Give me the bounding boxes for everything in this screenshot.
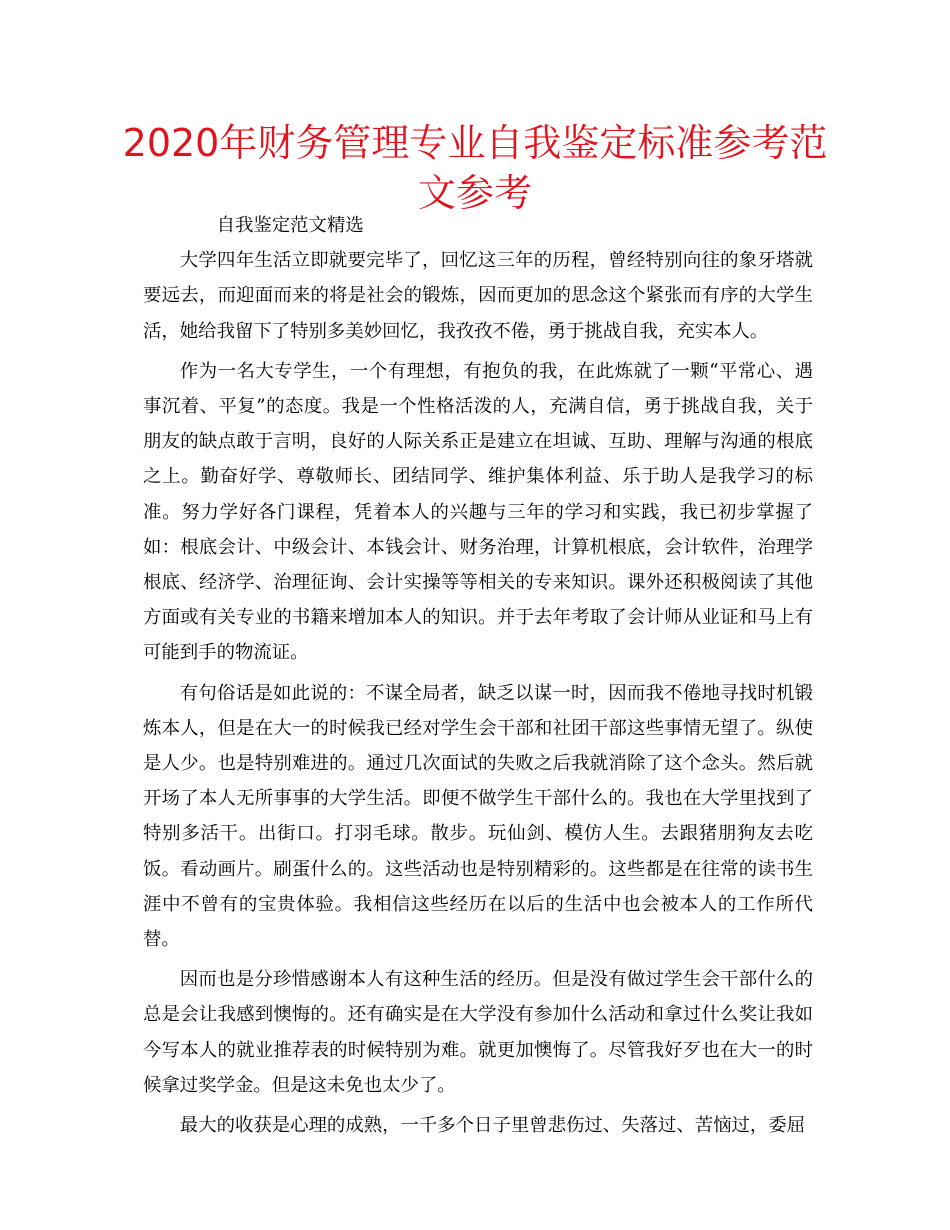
paragraph: 因而也是分珍惜感谢本人有这种生活的经历。但是没有做过学生会干部什么的总是会让我感到懊悔的。还有确实是在大学没有参加什么活动和拿过什么奖让我如今写本人的就业推荐表的时候特别为难。就更加懊悔了。尽管我好歹也在大一的时候拿过奖学金。但是这未免也太少了。 — [143, 969, 813, 1096]
document-subtitle: 自我鉴定范文精选 — [216, 215, 364, 236]
document-body — [143, 208, 813, 1143]
paragraph: 最大的收获是心理的成熟，一千多个日子里曾悲伤过、失落过、苦恼过，委屈 — [179, 1115, 806, 1137]
paragraph: 作为一名大专学生，一个有理想，有抱负的我，在此炼就了一颗“平常心、遇事沉着、平复”的态度。我是一个性格活泼的人，充满自信，勇于挑战自我，关于朋友的缺点敢于言明，良好的人际关系正是建立在坦诚、互助、理解与沟通的根底之上。勤奋好学、尊敬师长、团结同学、维护集体利益、乐于助人是我学习的标准。努力学好各门课程，凭着本人的兴趣与三年的学习和实践，我已初步掌握了如：根底会计、中级会计、本钱会计、财务治理，计算机根底，会计软件，治理学根底、经济学、治理征询、会计实操等等相关的专来知识。课外还积极阅读了其他方面或有关专业的书籍来增加本人的知识。并于去年考取了会计师从业证和马上有可能到手的物流证。 — [143, 360, 813, 664]
paragraph: 大学四年生活立即就要完毕了，回忆这三年的历程，曾经特别向往的象牙塔就要远去，而迎面而来的将是社会的锻炼，因而更加的思念这个紧张而有序的大学生活，她给我留下了特别多美妙回忆，我孜孜不倦，勇于挑战自我，充实本人。 — [143, 250, 813, 342]
paragraph: 有句俗话是如此说的：不谋全局者，缺乏以谋一时，因而我不倦地寻找时机锻炼本人，但是在大一的时候我已经对学生会干部和社团干部这些事情无望了。纵使是人少。也是特别难进的。通过几次面试的失败之后我就消除了这个念头。然后就开场了本人无所事事的大学生活。即便不做学生干部什么的。我也在大学里找到了特别多活干。出街口。打羽毛球。散步。玩仙剑、模仿人生。去跟猪朋狗友去吃饭。看动画片。刷蛋什么的。这些活动也是特别精彩的。这些都是在往常的读书生涯中不曾有的宝贵体验。我相信这些经历在以后的生活中也会被本人的工作所代替。 — [143, 682, 813, 951]
document-title: 2020年财务管理专业自我鉴定标准参考范文参考 — [122, 121, 828, 215]
